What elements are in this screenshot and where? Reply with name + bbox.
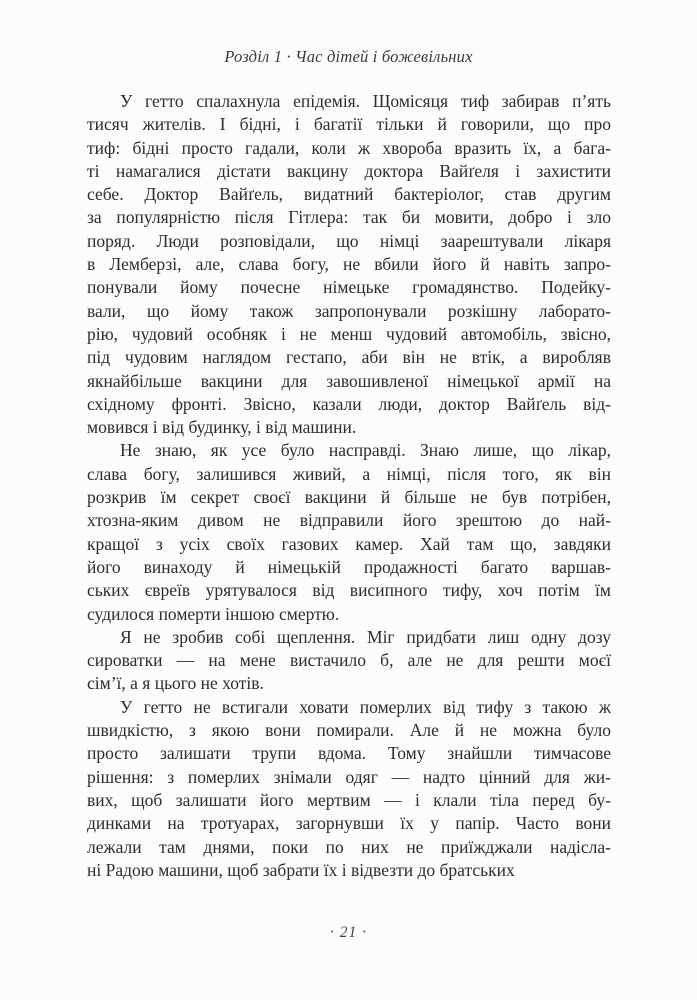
text-line: динками на тротуарах, загорнувши їх у папір. Часто вони (87, 813, 611, 834)
text-line: мовився і від будинку, і від машини. (87, 417, 357, 438)
text-line: просто залишати трупи вдома. Тому знайшли тимчасове (87, 743, 611, 764)
text-line: рію, чудовий особняк і не менш чудовий автомобіль, звісно, (87, 323, 611, 344)
text-line: східному фронті. Звісно, казали люди, доктор Вайґель від- (87, 393, 611, 414)
text-line: якнайбільше вакцини для завошивленої німецької армії на (87, 370, 611, 391)
text-line: в Лемберзі, але, слава богу, не вбили його й навіть запро- (87, 254, 611, 275)
text-line: рішення: з померлих знімали одяг — надто цінний для жи- (87, 766, 611, 787)
page-number: · 21 · (330, 924, 367, 941)
text-line: тисяч жителів. І бідні, і багатії тільки й говорили, що про (87, 114, 611, 135)
paragraph (87, 626, 611, 696)
text-line: під чудовим наглядом гестапо, аби він не втік, а виробляв (87, 347, 611, 368)
text-line: сім’ї, а я цього не хотів. (87, 673, 264, 694)
text-line: тиф: бідні просто гадали, коли ж хвороба вразить їх, а бага- (87, 137, 611, 158)
body-text (87, 90, 611, 882)
text-line: понували йому почесне німецьке громадянство. Подейку- (87, 277, 611, 298)
text-line: лежали там днями, поки по них не приїжджали надісла- (87, 836, 611, 857)
text-line: кращої з усіх своїх газових камер. Хай там що, завдяки (87, 533, 611, 554)
text-line: У гетто не встигали ховати померлих від тифу з такою ж (120, 696, 611, 717)
running-header: Розділ 1 · Час дітей і божевільних (224, 47, 473, 66)
paragraph (87, 439, 611, 625)
text-line: за популярністю після Гітлера: так би мовити, добро і зло (87, 207, 611, 228)
text-line: ті намагалися дістати вакцину доктора Вайґеля і захистити (87, 160, 611, 181)
text-line: його винаходу й німецькій продажності багато варшав- (87, 556, 611, 577)
paragraph (87, 90, 611, 439)
text-line: вих, щоб залишати його мертвим — і клали тіла перед бу- (87, 789, 611, 810)
text-line: судилося померти іншою смертю. (87, 603, 340, 624)
text-line: хтозна-яким дивом не відправили його зрештою до най- (87, 510, 611, 531)
text-line: поряд. Люди розповідали, що німці заарештували лікаря (87, 230, 611, 251)
text-line: Не знаю, як усе було насправді. Знаю лише, що лікар, (120, 440, 611, 461)
text-line: слава богу, залишився живий, а німці, після того, як він (87, 463, 611, 484)
text-line: Я не зробив собі щеплення. Міг придбати лиш одну дозу (120, 626, 611, 647)
text-line: ських євреїв урятувалося від висипного тифу, хоч потім їм (87, 580, 611, 601)
text-line: сироватки — на мене вистачило б, але не для решти моєї (87, 650, 611, 671)
text-line: ні Радою машини, щоб забрати їх і відвезти до братських (87, 859, 515, 880)
paragraph (87, 696, 611, 882)
text-line: себе. Доктор Вайґель, видатний бактеріолог, став другим (87, 184, 611, 205)
text-line: швидкістю, з якою вони помирали. Але й не можна було (87, 720, 611, 741)
text-line: розкрив їм секрет своєї вакцини й більше не був потрібен, (87, 487, 611, 508)
text-line: вали, що йому також запропонували розкішну лаборато- (87, 300, 611, 321)
text-line: У гетто спалахнула епідемія. Щомісяця тиф забирав п’ять (120, 91, 611, 111)
